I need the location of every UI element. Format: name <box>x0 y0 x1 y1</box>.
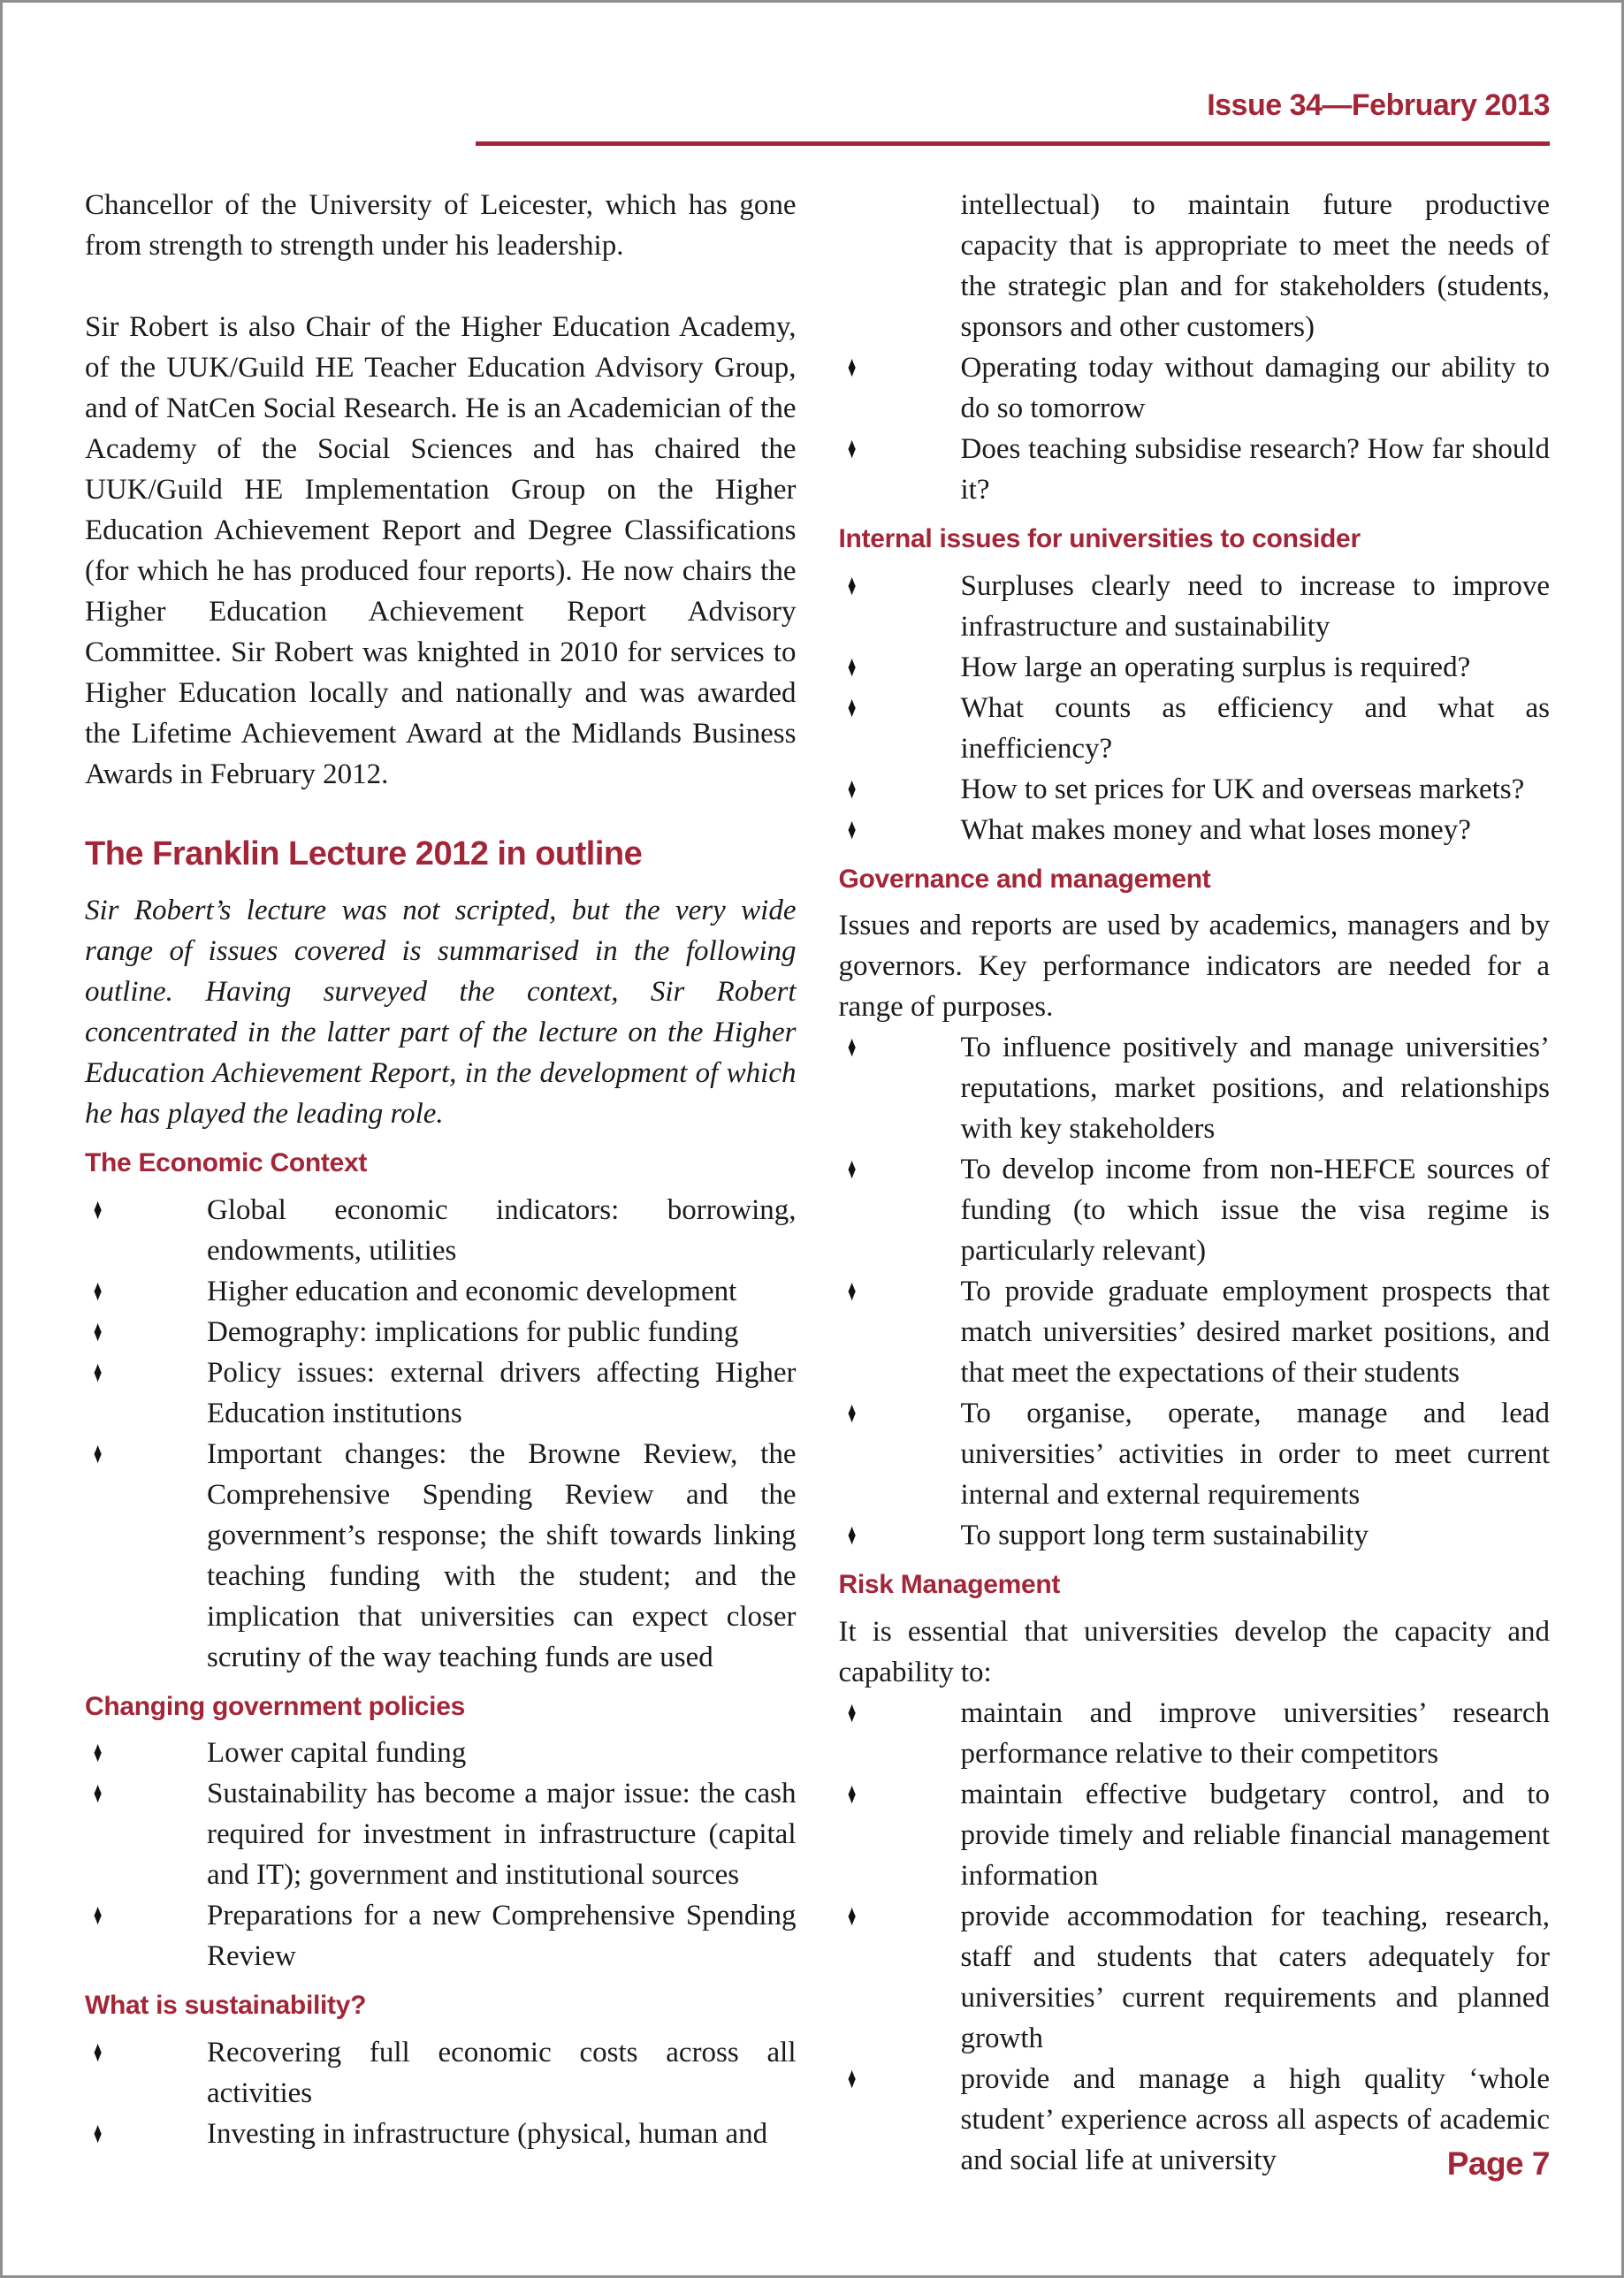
bullet-item <box>839 769 1551 810</box>
diamond-bullet-icon: ♦ <box>847 2061 856 2095</box>
bullet-text: Recovering full economic costs across all activities <box>207 2036 797 2109</box>
diamond-bullet-icon: ♦ <box>847 650 856 683</box>
page-content <box>3 3 1621 2181</box>
diamond-bullet-icon: ♦ <box>93 2035 103 2068</box>
two-column-layout <box>85 185 1550 2181</box>
bullet-item <box>85 1733 797 1773</box>
subsection-heading: Internal issues for universities to consider <box>838 524 1361 554</box>
diamond-bullet-icon: ♦ <box>847 1031 856 1064</box>
bullet-item <box>839 1149 1551 1271</box>
bullet-item <box>839 1271 1551 1393</box>
diamond-bullet-icon: ♦ <box>847 432 856 466</box>
bullet-text: Preparations for a new Comprehensive Spending Review <box>207 1900 797 1973</box>
bullet-item <box>85 1190 797 1271</box>
bullet-text: maintain effective budgetary control, and to provide timely and reliable financial management information <box>960 1778 1550 1892</box>
bullet-text: Global economic indicators: borrowing, endowments, utilities <box>207 1193 797 1267</box>
bullet-text: Higher education and economic development <box>207 1275 737 1307</box>
bullet-text: How to set prices for UK and overseas markets? <box>960 773 1525 805</box>
diamond-bullet-icon: ♦ <box>93 1899 103 1932</box>
diamond-bullet-icon: ♦ <box>93 2116 103 2150</box>
bullet-text: To provide graduate employment prospects that match universities’ desired market positions, and that meet the expectations of their students <box>960 1276 1550 1390</box>
page-number: Page 7 <box>1446 2145 1550 2182</box>
subsection-heading: Risk Management <box>838 1570 1061 1600</box>
paragraph: Chancellor of the University of Leicester, which has gone from strength to strength under his leadership. <box>85 189 797 263</box>
bullet-text: How large an operating surplus is required? <box>960 651 1471 683</box>
diamond-bullet-icon: ♦ <box>847 1777 856 1810</box>
subsection-heading: Changing government policies <box>85 1691 465 1721</box>
bullet-item <box>85 2114 797 2154</box>
bullet-text: What makes money and what loses money? <box>960 813 1471 846</box>
diamond-bullet-icon: ♦ <box>847 1899 856 1932</box>
diamond-bullet-icon: ♦ <box>847 690 856 724</box>
right-column <box>839 185 1551 2181</box>
bullet-item <box>85 1773 797 1895</box>
bullet-item <box>839 1693 1551 1774</box>
bullet-text: What counts as efficiency and what as inefficiency? <box>960 691 1550 765</box>
diamond-bullet-icon: ♦ <box>93 1355 103 1389</box>
bullet-item <box>839 2059 1551 2181</box>
bullet-item <box>839 566 1551 647</box>
diamond-bullet-icon: ♦ <box>93 1736 103 1770</box>
diamond-bullet-icon: ♦ <box>847 351 856 385</box>
bullet-item <box>839 647 1551 688</box>
bullet-item <box>85 1271 797 1312</box>
lecture-intro-paragraph: Sir Robert’s lecture was not scripted, but the very wide range of issues covered is summarised in the following outline. Having surveyed the context, Sir Robert concentrated in the latter part of the lecture on the Higher Education Achievement Report, in the development of which he has played the leading role. <box>85 895 797 1131</box>
subsection-heading: The Economic Context <box>85 1148 368 1178</box>
paragraph: It is essential that universities develop the capacity and capability to: <box>838 1615 1550 1688</box>
bullet-item <box>85 1895 797 1977</box>
bullet-text: To develop income from non-HEFCE sources of funding (to which issue the visa regime is particularly relevant) <box>960 1154 1550 1268</box>
paragraph: Sir Robert is also Chair of the Higher Education Academy, of the UUK/Guild HE Teacher Education Advisory Group, and of NatCen Social Research. He is an Academician of the Academy of the Social Sciences and has chaired the UUK/Guild HE Implementation Group on the Higher Education Achievement Report and Degree Classifications (for which he has produced four reports). He now chairs the Higher Education Achievement Report Advisory Committee. Sir Robert was knighted in 2010 for services to Higher Education locally and nationally and was awarded the Lifetime Achievement Award at the Midlands Business Awards in February 2012. <box>85 311 797 791</box>
bullet-item <box>839 1515 1551 1556</box>
bullet-text: To support long term sustainability <box>960 1520 1369 1552</box>
paragraph: Issues and reports are used by academics, managers and by governors. Key performance indicators are needed for a range of purposes. <box>838 910 1550 1024</box>
diamond-bullet-icon: ♦ <box>93 1192 103 1226</box>
diamond-bullet-icon: ♦ <box>847 812 856 846</box>
bullet-item <box>839 810 1551 850</box>
bullet-item <box>85 2032 797 2114</box>
bullet-item <box>839 429 1551 510</box>
bullet-item <box>85 1352 797 1434</box>
bullet-text: maintain and improve universities’ research performance relative to their competitors <box>960 1696 1550 1770</box>
bullet-item <box>839 347 1551 429</box>
bullet-text: intellectual) to maintain future productive capacity that is appropriate to meet the needs of the strategic plan and for stakeholders (students, sponsors and other customers) <box>960 189 1550 344</box>
header-issue-label: Issue 34—February 2013 <box>1207 88 1550 122</box>
header-rule <box>476 141 1550 146</box>
diamond-bullet-icon: ♦ <box>847 1275 856 1308</box>
bullet-item <box>839 1027 1551 1149</box>
bullet-item <box>85 1434 797 1678</box>
bullet-text: Investing in infrastructure (physical, human and <box>207 2117 768 2150</box>
bullet-item <box>85 1312 797 1352</box>
diamond-bullet-icon: ♦ <box>93 1436 103 1470</box>
bullet-text: Surpluses clearly need to increase to improve infrastructure and sustainability <box>960 569 1550 643</box>
subsection-heading: Governance and management <box>838 864 1211 894</box>
diamond-bullet-icon: ♦ <box>93 1777 103 1810</box>
section-heading: The Franklin Lecture 2012 in outline <box>85 835 643 873</box>
bullet-text: Demography: implications for public funding <box>207 1315 739 1348</box>
bullet-text: To influence positively and manage universities’ reputations, market positions, and relationships with key stakeholders <box>960 1032 1550 1146</box>
diamond-bullet-icon: ♦ <box>847 1519 856 1552</box>
bullet-item <box>839 1393 1551 1515</box>
bullet-text: provide and manage a high quality ‘whole student’ experience across all aspects of academic and social life at university <box>960 2062 1550 2176</box>
bullet-text: Operating today without damaging our ability to do so tomorrow <box>960 352 1550 425</box>
bullet-text: provide accommodation for teaching, research, staff and students that caters adequately for universities’ current requirements and planned growth <box>960 1900 1550 2054</box>
diamond-bullet-icon: ♦ <box>847 1153 856 1186</box>
bullet-text: Important changes: the Browne Review, the Comprehensive Spending Review and the government’s response; the shift towards linking teaching funding with the student; and the implication that universities can expect closer scrutiny of the way teaching funds are used <box>207 1437 797 1673</box>
bullet-continuation <box>839 185 1551 347</box>
bullet-text: Sustainability has become a major issue: the cash required for investment in infrastructure (capital and IT); government and institutional sources <box>207 1778 797 1892</box>
diamond-bullet-icon: ♦ <box>93 1314 103 1348</box>
bullet-item <box>839 1774 1551 1896</box>
bullet-item <box>839 1896 1551 2059</box>
left-column <box>85 185 797 2181</box>
bullet-text: Policy issues: external drivers affecting Higher Education institutions <box>207 1356 797 1429</box>
bullet-text: To organise, operate, manage and lead universities’ activities in order to meet current internal and external requirements <box>960 1398 1550 1512</box>
bullet-text: Lower capital funding <box>207 1737 467 1770</box>
diamond-bullet-icon: ♦ <box>847 772 856 805</box>
diamond-bullet-icon: ♦ <box>847 568 856 602</box>
diamond-bullet-icon: ♦ <box>847 1695 856 1729</box>
diamond-bullet-icon: ♦ <box>847 1397 856 1430</box>
bullet-item <box>839 688 1551 769</box>
diamond-bullet-icon: ♦ <box>93 1274 103 1307</box>
bullet-text: Does teaching subsidise research? How far should it? <box>960 433 1550 507</box>
subsection-heading: What is sustainability? <box>85 1991 367 2021</box>
